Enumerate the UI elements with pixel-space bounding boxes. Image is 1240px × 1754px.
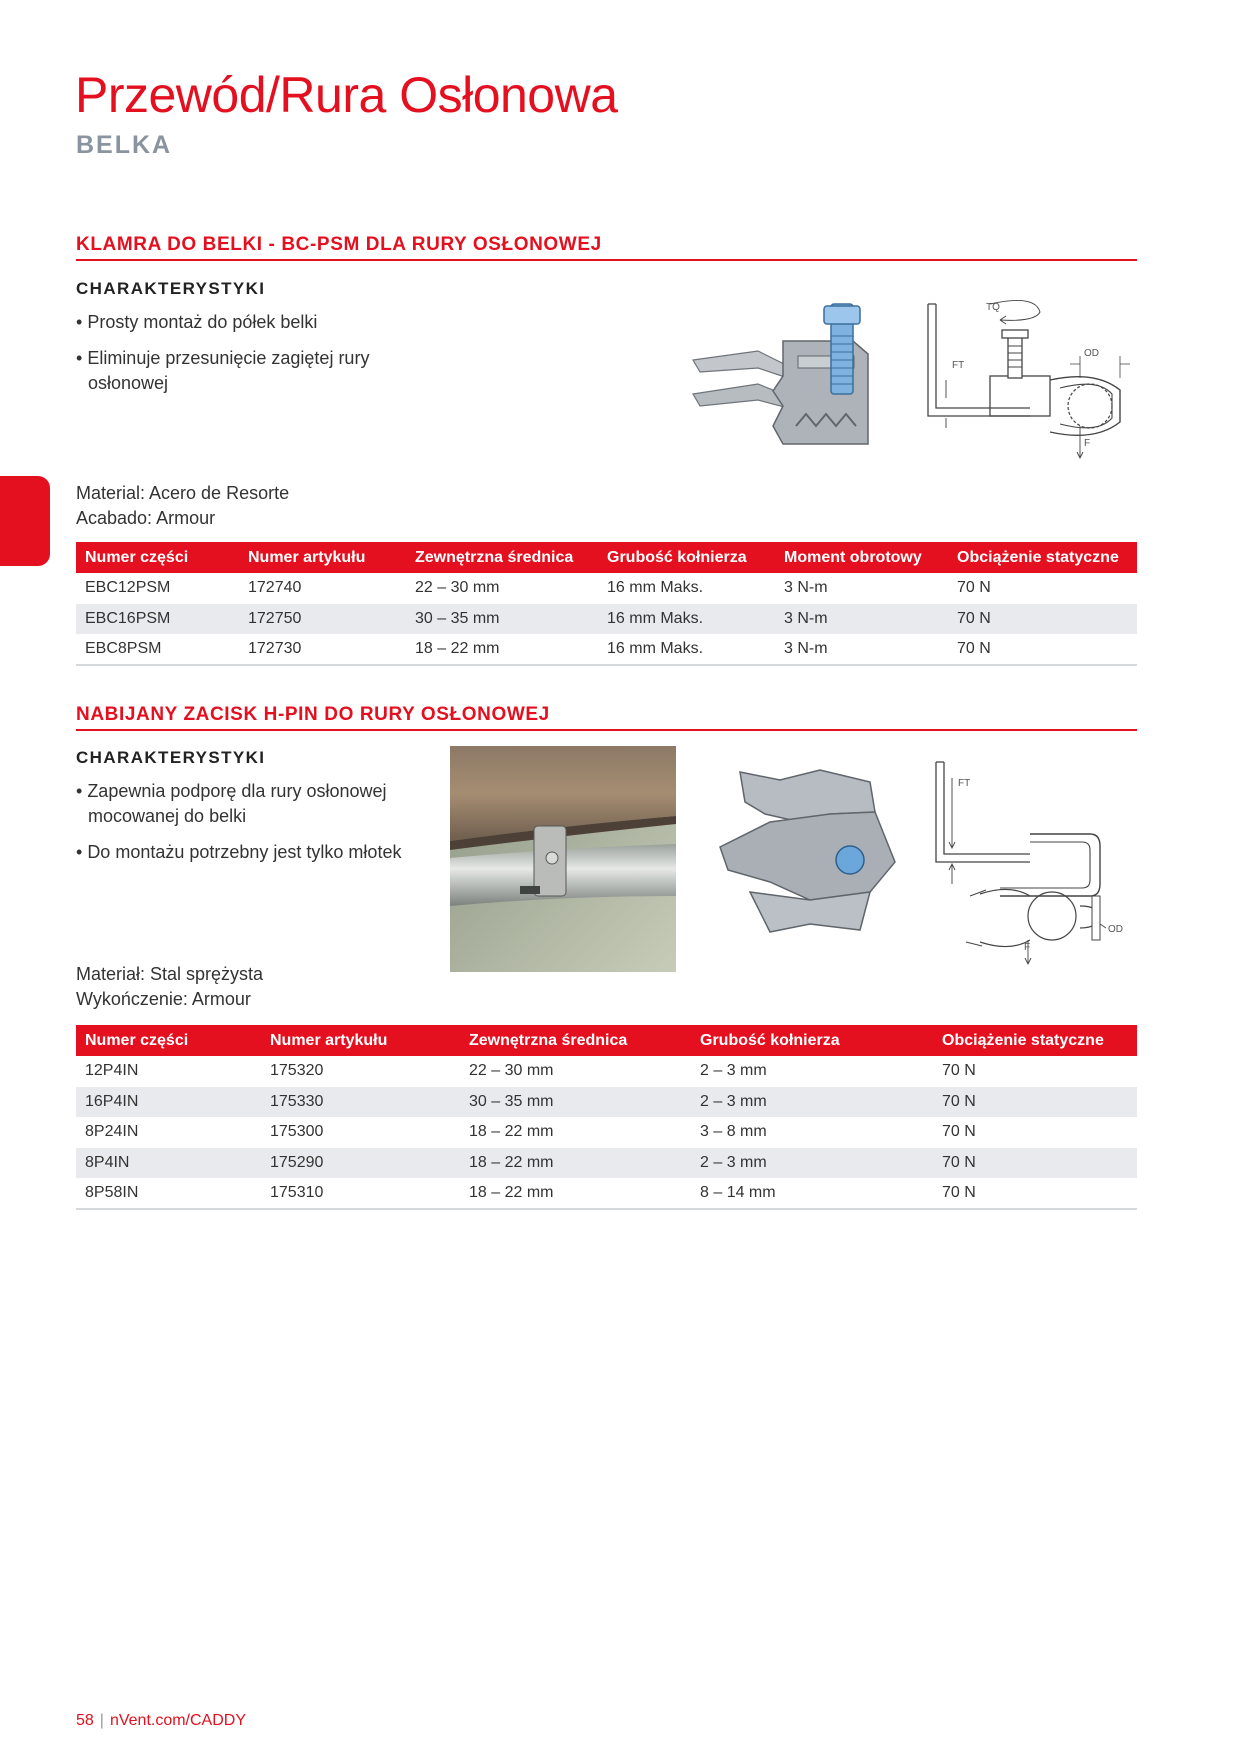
table-cell: EBC12PSM: [85, 579, 171, 597]
table-cell: 8P4IN: [76, 1148, 261, 1179]
table-cell: 12P4IN: [85, 1062, 139, 1080]
table-cell: 3 – 8 mm: [700, 1123, 767, 1141]
finish-text: Wykończenie: Armour: [76, 989, 251, 1009]
page-footer: [76, 1712, 246, 1730]
table-cell: 175330: [261, 1087, 460, 1118]
table-cell: 70 N: [933, 1148, 1137, 1179]
table-cell: 175320: [270, 1062, 324, 1080]
table-row: [76, 1178, 1137, 1209]
table-cell: 175300: [270, 1123, 324, 1141]
column-header: Obciążenie statyczne: [933, 1025, 1137, 1056]
column-header: Zewnętrzna średnica: [406, 542, 598, 573]
table-row: [76, 634, 1137, 665]
diagram-label-tq: TQ: [986, 302, 1000, 313]
page-number: 58: [76, 1712, 94, 1729]
table-row: [76, 1117, 1137, 1148]
column-header: Numer części: [76, 1025, 261, 1056]
table-row: [76, 573, 1137, 604]
table-cell: 172730: [239, 634, 406, 665]
spec-table-beam-clamp: [76, 542, 1137, 666]
diagram-label-f: F: [1024, 942, 1031, 953]
table-cell: 16 mm Maks.: [598, 604, 775, 635]
page-subtitle: BELKA: [76, 131, 173, 159]
diagram-label-f: F: [1084, 438, 1091, 449]
finish-text: Acabado: Armour: [76, 508, 216, 528]
table-cell: 18 – 22 mm: [406, 634, 598, 665]
column-header: Grubość kołnierza: [598, 542, 775, 573]
page-title: Przewód/Rura Osłonowa: [75, 67, 618, 123]
table-cell: 2 – 3 mm: [691, 1087, 933, 1118]
table-row: [76, 1087, 1137, 1118]
table-cell: 3 N-m: [775, 604, 948, 635]
column-header: Moment obrotowy: [775, 542, 948, 573]
table-cell: 30 – 35 mm: [460, 1087, 691, 1118]
table-cell: 8P24IN: [85, 1123, 139, 1141]
table-cell: 18 – 22 mm: [460, 1148, 691, 1179]
table-cell: 8 – 14 mm: [691, 1178, 933, 1209]
table-row: [76, 1148, 1137, 1179]
table-cell: 70 N: [933, 1087, 1137, 1118]
installation-photo: [450, 746, 676, 972]
column-header: Zewnętrzna średnica: [460, 1025, 691, 1056]
table-cell: EBC16PSM: [76, 604, 239, 635]
table-cell: 172750: [239, 604, 406, 635]
table-cell: 3 N-m: [775, 634, 948, 665]
column-header: Obciążenie statyczne: [948, 542, 1137, 573]
table-cell: 70 N: [948, 604, 1137, 635]
table-cell: 70 N: [948, 634, 1137, 665]
beam-clamp-diagram: [920, 298, 1140, 468]
table-cell: 16P4IN: [76, 1087, 261, 1118]
table-cell: 172740: [248, 579, 302, 597]
table-cell: 175290: [261, 1148, 460, 1179]
table-cell: 16 mm Maks.: [607, 579, 704, 597]
table-cell: 70 N: [942, 1062, 976, 1080]
column-header: Grubość kołnierza: [691, 1025, 933, 1056]
h-pin-clip-diagram: [930, 756, 1135, 966]
beam-clamp-product-image: [688, 296, 908, 446]
features-heading: CHARAKTERYSTYKI: [76, 279, 266, 298]
footer-separator: |: [99, 1712, 104, 1729]
diagram-label-od: OD: [1108, 924, 1123, 935]
table-row: [76, 604, 1137, 635]
feature-item: • Prosty montaż do półek belki: [76, 310, 406, 335]
table-cell: 18 – 22 mm: [460, 1178, 691, 1209]
section-heading-beam-clamp: KLAMRA DO BELKI - BC-PSM DLA RURY OSŁONOWEJ: [76, 234, 1137, 261]
section-heading-h-pin-clip: NABIJANY ZACISK H-PIN DO RURY OSŁONOWEJ: [76, 704, 1137, 731]
table-cell: 18 – 22 mm: [469, 1123, 554, 1141]
table-cell: 16 mm Maks.: [598, 634, 775, 665]
features-heading: CHARAKTERYSTYKI: [76, 748, 266, 767]
table-cell: 2 – 3 mm: [700, 1062, 767, 1080]
feature-item: • Do montażu potrzebny jest tylko młotek: [76, 840, 406, 865]
table-cell: 175310: [261, 1178, 460, 1209]
column-header: Numer części: [76, 542, 239, 573]
table-cell: 30 – 35 mm: [406, 604, 598, 635]
table-header-row: [76, 1025, 1137, 1056]
footer-site-link[interactable]: nVent.com/CADDY: [109, 1712, 247, 1729]
material-text: Material: Acero de Resorte: [76, 483, 290, 503]
diagram-label-od: OD: [1084, 348, 1099, 359]
table-cell: 22 – 30 mm: [469, 1062, 554, 1080]
table-header-row: [76, 542, 1137, 573]
table-row: [76, 1056, 1137, 1087]
column-header: Numer artykułu: [239, 542, 406, 573]
feature-item: • Zapewnia podporę dla rury osłonowej mocowanej do belki: [76, 779, 406, 829]
table-cell: 3 N-m: [784, 579, 828, 597]
table-cell: EBC8PSM: [76, 634, 239, 665]
table-cell: 70 N: [957, 579, 991, 597]
spec-table-h-pin-clip: [76, 1025, 1137, 1210]
table-cell: 70 N: [942, 1123, 976, 1141]
table-cell: 22 – 30 mm: [415, 579, 500, 597]
table-cell: 70 N: [933, 1178, 1137, 1209]
diagram-label-ft: FT: [952, 360, 965, 371]
column-header: Numer artykułu: [261, 1025, 460, 1056]
table-cell: 2 – 3 mm: [691, 1148, 933, 1179]
table-cell: 8P58IN: [76, 1178, 261, 1209]
material-text: Materiał: Stal sprężysta: [76, 964, 264, 984]
diagram-label-ft: FT: [958, 778, 971, 789]
h-pin-clip-product-image: [710, 752, 910, 942]
side-tab-marker: [0, 476, 50, 566]
feature-item: • Eliminuje przesunięcie zagiętej rury osłonowej: [76, 346, 406, 396]
